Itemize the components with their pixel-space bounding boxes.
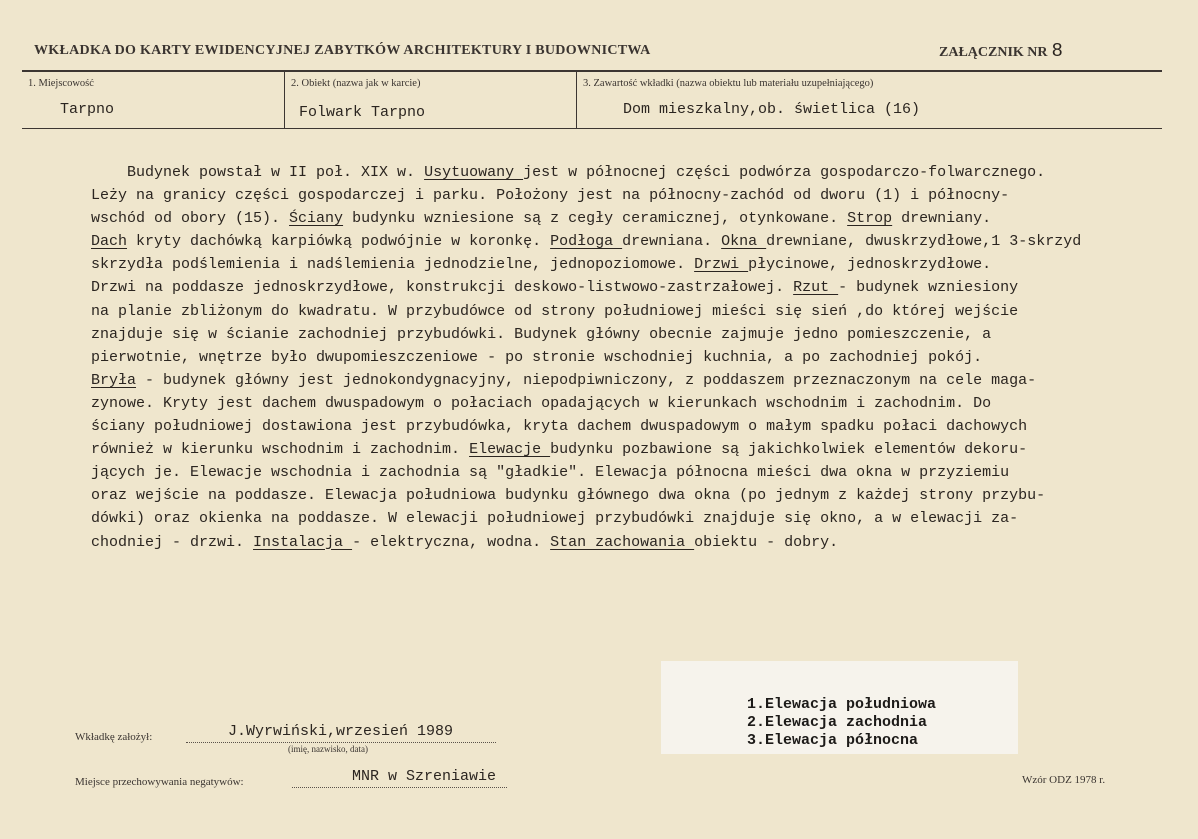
founder-dotted-line <box>186 742 496 743</box>
annex-number <box>939 40 1063 62</box>
negatives-value: MNR w Szreniawie <box>352 768 497 785</box>
text-segment: pierwotnie, wnętrze było dwupomieszczeniowe - po stronie wschodniej kuchnia, a po zachodniej pokój. <box>91 348 983 366</box>
description-text <box>91 161 1196 554</box>
photo-list-slip <box>661 661 1018 754</box>
text-segment: drewniane, dwuskrzydłowe,1 3-skrzyd <box>766 233 1082 251</box>
underlined-keyword: Elewacje <box>469 441 551 459</box>
underlined-keyword: Ściany <box>289 210 344 228</box>
field-object-label: 2. Obiekt (nazwa jak w karcie) <box>291 78 421 89</box>
underlined-keyword: Dach <box>91 233 128 251</box>
text-line <box>91 507 1196 530</box>
annex-value: 8 <box>1051 40 1063 62</box>
underlined-keyword: Bryła <box>91 371 137 389</box>
photo-list <box>747 696 936 750</box>
text-line <box>91 230 1196 253</box>
form-version: Wzór ODZ 1978 r. <box>1022 774 1106 786</box>
text-segment: na planie zbliżonym do kwadratu. W przybudówce od strony południowej mieści się sień ,do której wejście <box>91 302 1019 320</box>
text-segment: - budynek wzniesiony <box>838 279 1019 297</box>
text-segment: obiektu - dobry. <box>694 533 839 551</box>
text-line <box>91 276 1196 299</box>
underlined-keyword: Rzut <box>793 279 839 297</box>
founder-hint: (imię, nazwisko, data) <box>288 744 368 754</box>
text-line <box>91 461 1196 484</box>
text-segment: Drzwi na poddasze jednoskrzydłowe, konstrukcji deskowo-listwowo-zastrzałowej. <box>91 279 794 297</box>
founder-label: Wkładkę założył: <box>75 731 153 743</box>
negatives-label: Miejsce przechowywania negatywów: <box>75 776 244 788</box>
field-object-value: Folwark Tarpno <box>299 104 426 121</box>
negatives-dotted-line <box>292 787 507 788</box>
field-object <box>284 72 577 128</box>
text-line <box>91 184 1196 207</box>
text-line <box>91 415 1196 438</box>
text-segment: budynku wzniesione są z cegły ceramicznej, otynkowane. <box>343 210 848 228</box>
field-content-value: Dom mieszkalny,ob. świetlica (16) <box>623 101 921 118</box>
underlined-keyword: Stan zachowania <box>550 533 695 551</box>
photo-list-item: 3.Elewacja północna <box>747 732 919 749</box>
underlined-keyword: Usytuowany <box>424 164 524 181</box>
text-line <box>91 369 1196 392</box>
field-locality-value: Tarpno <box>60 101 115 118</box>
text-segment: ściany południowej dostawiona jest przybudówka, kryta dachem dwuspadowym o małym spadku połaci dachowych <box>91 418 1028 436</box>
text-line <box>91 346 1196 369</box>
annex-label: ZAŁĄCZNIK NR <box>939 45 1048 60</box>
text-segment: jących je. Elewacje wschodnia i zachodnia są "gładkie". Elewacja północna mieści dwa okna w przyziemiu <box>91 464 1010 482</box>
field-content-label: 3. Zawartość wkładki (nazwa obiektu lub materiału uzupełniającego) <box>583 78 874 89</box>
text-segment: - budynek główny jest jednokondygnacyjny, niepodpiwniczony, z poddaszem przeznaczonym na cele maga- <box>136 371 1037 389</box>
underlined-keyword: Drzwi <box>694 256 749 274</box>
text-segment: drewniany. <box>892 210 992 228</box>
text-line <box>91 438 1196 461</box>
photo-list-item: 1.Elewacja południowa <box>747 696 937 713</box>
text-line <box>91 161 1196 184</box>
text-segment: budynku pozbawione są jakichkolwiek elementów dekoru- <box>550 441 1028 459</box>
text-segment: zynowe. Kryty jest dachem dwuspadowym o połaciach opadających w kierunkach wschodnim i zachodnim. Do <box>91 394 992 412</box>
text-line <box>91 323 1196 346</box>
field-locality <box>22 72 284 128</box>
text-segment: wschód od obory (15). <box>91 210 290 228</box>
text-line <box>91 300 1196 323</box>
text-segment: znajduje się w ścianie zachodniej przybudówki. Budynek główny obecnie zajmuje jedno pomieszczenie, a <box>91 325 992 343</box>
text-segment: dówki) oraz okienka na poddasze. W elewacji południowej przybudówki znajduje się okno, a w elewacji za- <box>91 510 1019 528</box>
text-line <box>91 253 1196 276</box>
field-content <box>576 72 1163 128</box>
text-segment: - elektryczna, wodna. <box>352 533 551 551</box>
text-segment: kryty dachówką karpiówką podwójnie w koronkę. <box>127 233 551 251</box>
underlined-keyword: Strop <box>847 210 893 228</box>
field-locality-label: 1. Miejscowość <box>28 78 94 89</box>
underlined-keyword: Okna <box>721 233 767 251</box>
text-segment: chodniej - drzwi. <box>91 533 254 551</box>
text-segment: Leży na granicy części gospodarczej i parku. Położony jest na północny-zachód od dworu (1) i północny- <box>91 187 1010 205</box>
text-segment: jest w północnej części podwórza gospodarczo-folwarcznego. <box>523 164 1046 181</box>
text-line <box>91 484 1196 507</box>
text-segment: również w kierunku wschodnim i zachodnim. <box>91 441 470 459</box>
fields-table <box>22 70 1162 129</box>
text-segment: Budynek powstał w II poł. XIX w. <box>91 164 425 181</box>
text-segment: oraz wejście na poddasze. Elewacja południowa budynku głównego dwa okna (po jednym z każdej strony przybu- <box>91 487 1046 505</box>
form-title: WKŁADKA DO KARTY EWIDENCYJNEJ ZABYTKÓW ARCHITEKTURY I BUDOWNICTWA <box>34 43 651 58</box>
text-line <box>91 392 1196 415</box>
text-line <box>91 531 1196 554</box>
photo-list-item: 2.Elewacja zachodnia <box>747 714 928 731</box>
text-segment: płycinowe, jednoskrzydłowe. <box>748 256 992 274</box>
underlined-keyword: Podłoga <box>550 233 623 251</box>
text-segment: skrzydła podślemienia i nadślemienia jednodzielne, jednopoziomowe. <box>91 256 695 274</box>
text-line <box>91 207 1196 230</box>
founder-value: J.Wyrwiński,wrzesień 1989 <box>228 723 454 740</box>
underlined-keyword: Instalacja <box>253 533 353 551</box>
text-segment: drewniana. <box>622 233 722 251</box>
